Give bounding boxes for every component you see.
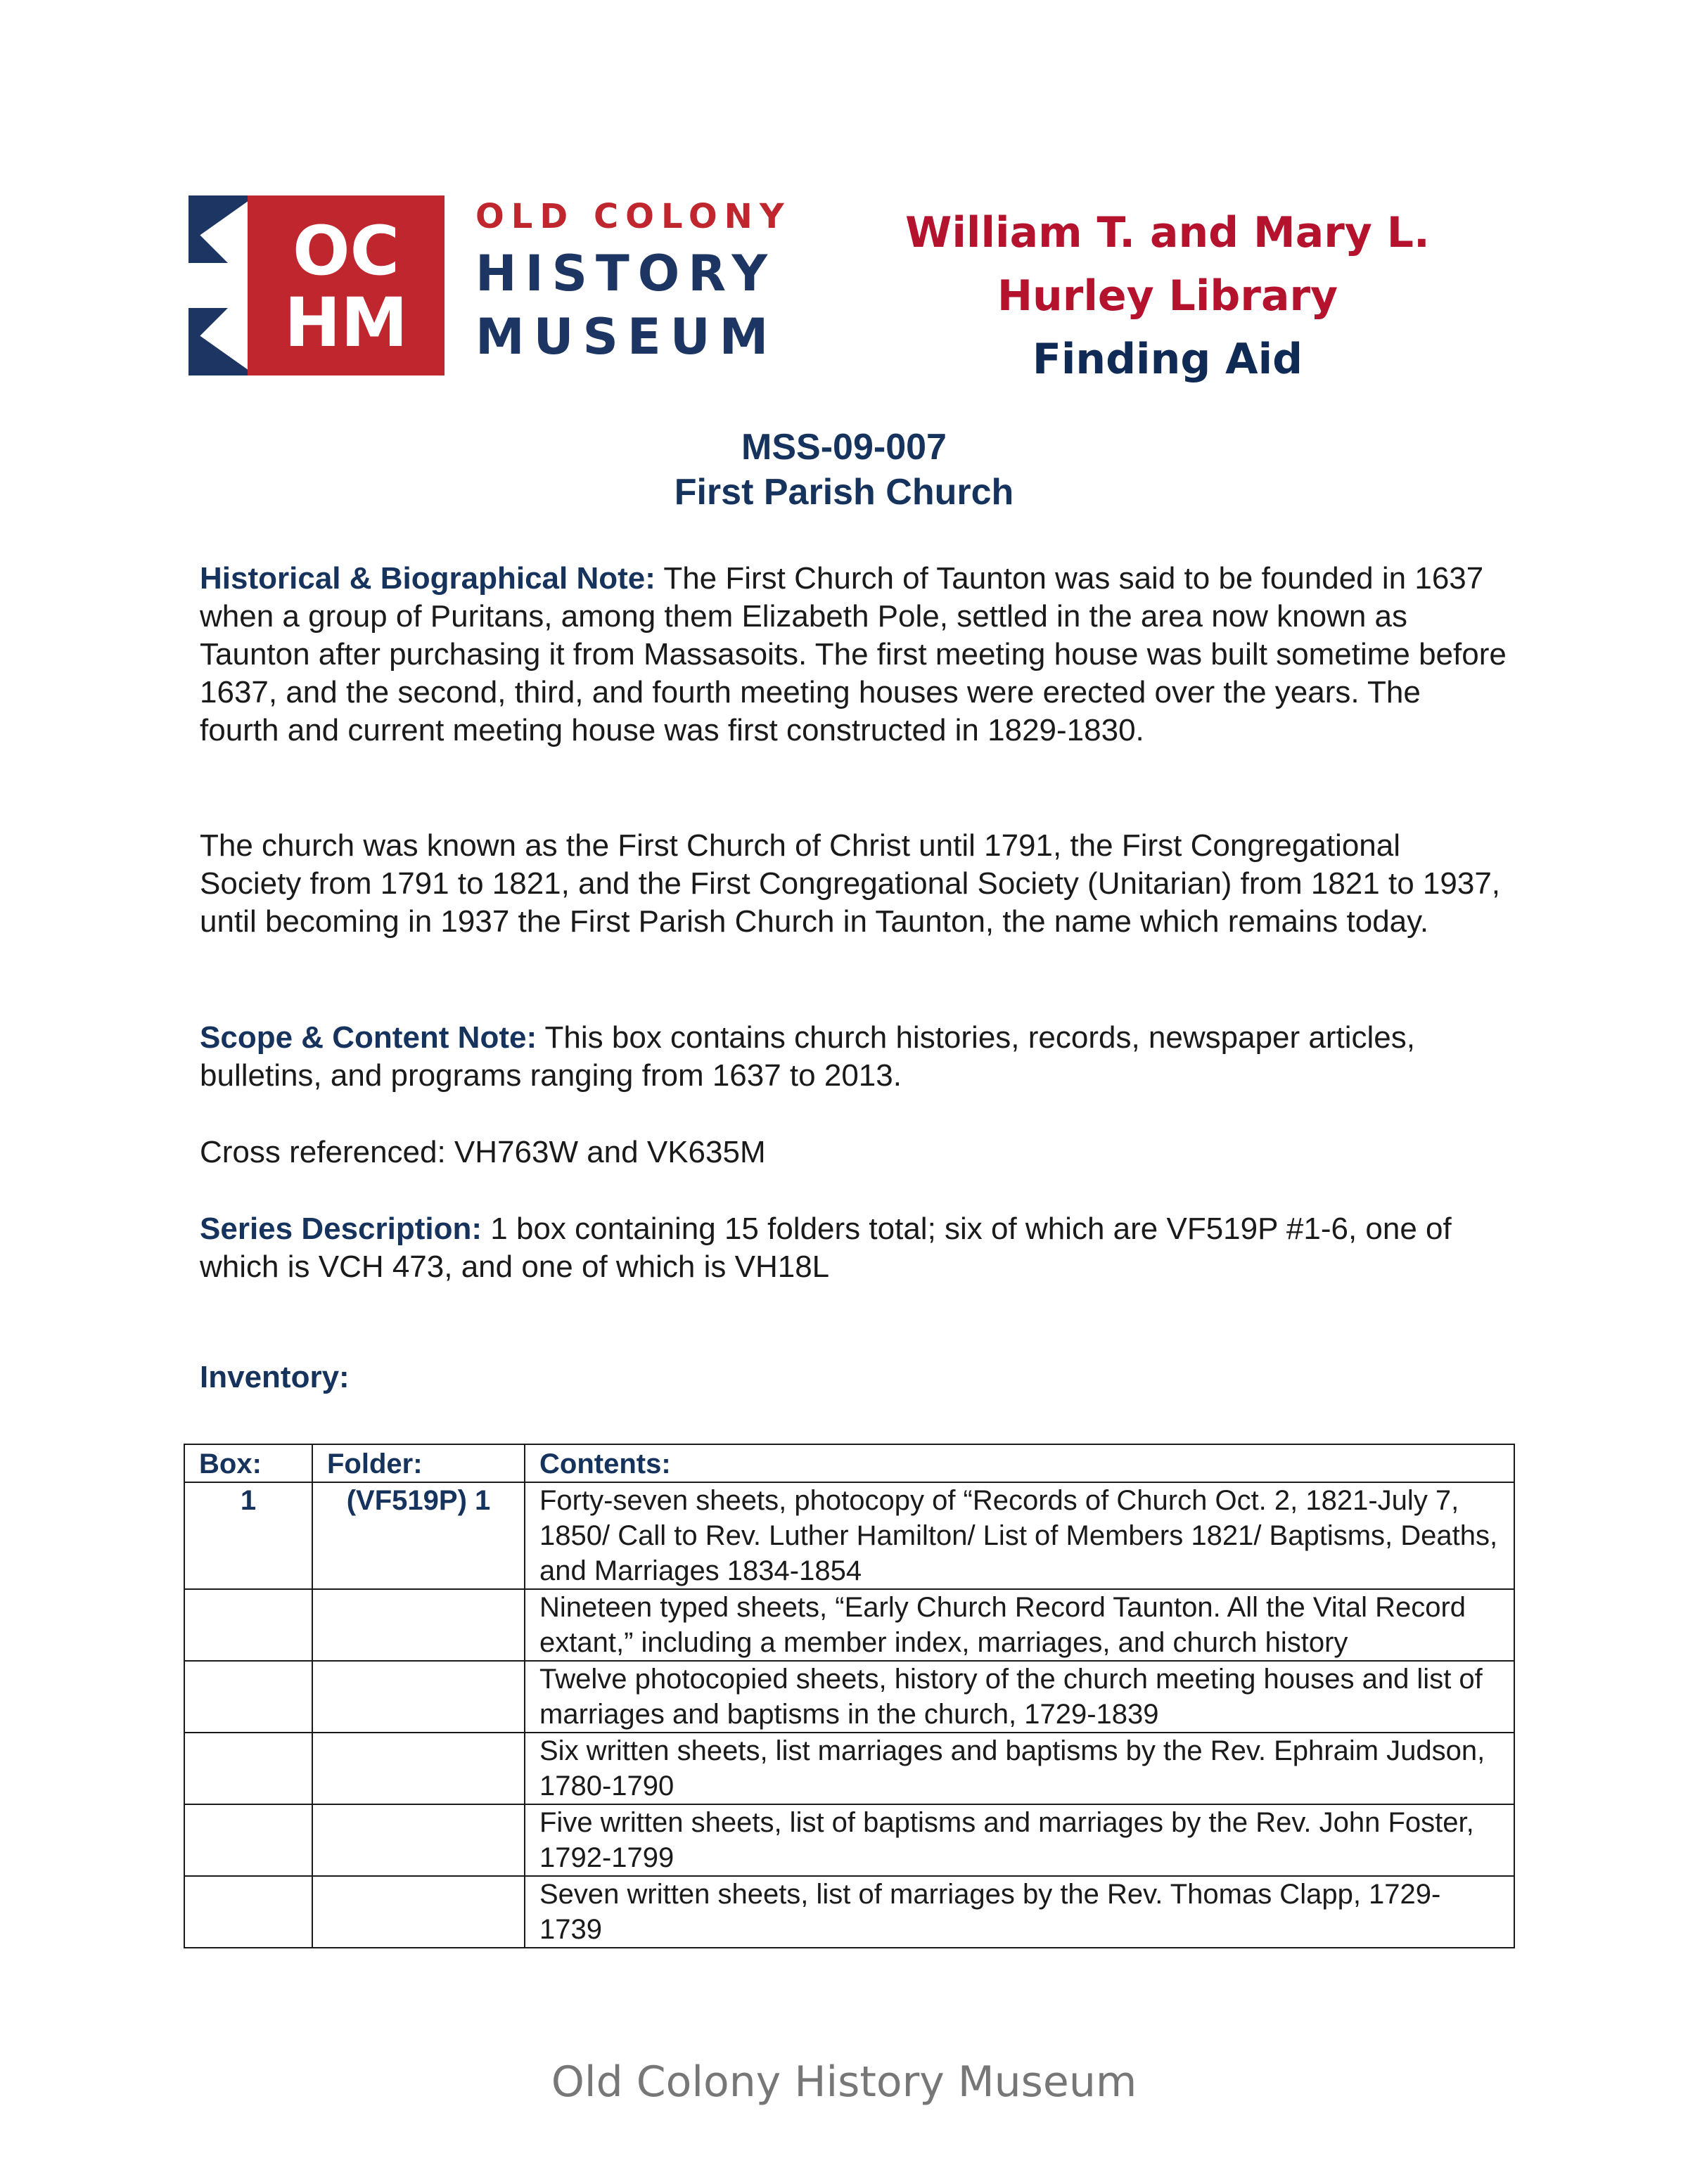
- historical-note: [200, 560, 1508, 750]
- cell-folder: [312, 1661, 525, 1733]
- cell-box: [184, 1804, 312, 1876]
- cell-box: [184, 1589, 312, 1661]
- logo-monogram-bottom: HM: [284, 283, 408, 362]
- cell-folder: [312, 1804, 525, 1876]
- logo-wordmark: [475, 195, 806, 366]
- historical-note-label: Historical & Biographical Note:: [200, 561, 656, 596]
- inventory-table: [184, 1444, 1515, 1948]
- series-description: [200, 1210, 1508, 1286]
- cell-box: [184, 1876, 312, 1948]
- header-folder: Folder:: [312, 1444, 525, 1482]
- cell-folder: (VF519P) 1: [312, 1482, 525, 1589]
- historical-note-paragraph-2: The church was known as the First Church of Christ until 1791, the First Congregational Society from 1791 to 1821, and the First Congregational Society (Unitarian) from 1821 to 1937, until becoming in 1937 the First Parish Church in Taunton, the name which remains today.: [200, 828, 1501, 939]
- series-description-text: 1 box containing 15 folders total; six of which are VF519P #1-6, one of which is VCH 473, and one of which is VH18L: [200, 1212, 1452, 1284]
- cell-box: 1: [184, 1482, 312, 1589]
- cell-folder: [312, 1876, 525, 1948]
- cell-contents: Nineteen typed sheets, “Early Church Record Taunton. All the Vital Record extant,” including a member index, marriages, and church history: [525, 1589, 1514, 1661]
- cell-box: [184, 1661, 312, 1733]
- scope-note-text: This box contains church histories, records, newspaper articles, bulletins, and programs ranging from 1637 to 2013.: [200, 1020, 1415, 1093]
- table-row: [184, 1589, 1514, 1661]
- page-footer: Old Colony History Museum: [551, 2057, 1137, 2107]
- cell-contents: Five written sheets, list of baptisms and marriages by the Rev. John Foster, 1792-1799: [525, 1804, 1514, 1876]
- logo-line-old-colony: OLD COLONY: [475, 197, 791, 236]
- header-contents: Contents:: [525, 1444, 1514, 1482]
- historical-note-text: The First Church of Taunton was said to be founded in 1637 when a group of Puritans, among them Elizabeth Pole, settled in the area now known as Taunton after purchasing it from Massasoits. The first meeting house was built sometime before 1637, and the second, third, and fourth meeting houses were erected over the years. The fourth and current meeting house was first constructed in 1829-1830.: [200, 561, 1507, 747]
- scope-note: [200, 1019, 1508, 1095]
- cell-box: [184, 1733, 312, 1804]
- cell-contents: Forty-seven sheets, photocopy of “Records of Church Oct. 2, 1821-July 7, 1850/ Call to Rev. Luther Hamilton/ List of Members 1821/ Baptisms, Deaths, and Marriages 1834-1854: [525, 1482, 1514, 1589]
- document-title: First Parish Church: [674, 472, 1014, 513]
- logo-line-museum: MUSEUM: [475, 308, 778, 366]
- table-row: [184, 1733, 1514, 1804]
- library-title-line2: Hurley Library: [997, 271, 1338, 321]
- library-title-line1: William T. and Mary L.: [905, 208, 1430, 257]
- cell-contents: Twelve photocopied sheets, history of the church meeting houses and list of marriages and baptisms in the church, 1729-1839: [525, 1661, 1514, 1733]
- cell-folder: [312, 1589, 525, 1661]
- library-title-line3: Finding Aid: [1032, 335, 1303, 384]
- table-row: [184, 1482, 1514, 1589]
- table-row: [184, 1876, 1514, 1948]
- cell-contents: Seven written sheets, list of marriages by the Rev. Thomas Clapp, 1729-1739: [525, 1876, 1514, 1948]
- table-row: [184, 1804, 1514, 1876]
- union-flag-logo-mark: [188, 195, 445, 375]
- inventory-header-row: [184, 1444, 1514, 1482]
- table-row: [184, 1661, 1514, 1733]
- cell-contents: Six written sheets, list marriages and baptisms by the Rev. Ephraim Judson, 1780-1790: [525, 1733, 1514, 1804]
- document-heading: [0, 425, 1688, 515]
- museum-logo: [188, 195, 805, 381]
- library-title: [844, 201, 1491, 391]
- cell-folder: [312, 1733, 525, 1804]
- document-id: MSS-09-007: [741, 427, 947, 468]
- scope-note-label: Scope & Content Note:: [200, 1020, 537, 1055]
- inventory-heading: Inventory:: [200, 1360, 350, 1394]
- logo-line-history: HISTORY: [475, 245, 776, 302]
- series-description-label: Series Description:: [200, 1212, 482, 1246]
- header-box: Box:: [184, 1444, 312, 1482]
- logo-monogram-top: OC: [292, 212, 400, 290]
- cross-reference: Cross referenced: VH763W and VK635M: [200, 1135, 766, 1169]
